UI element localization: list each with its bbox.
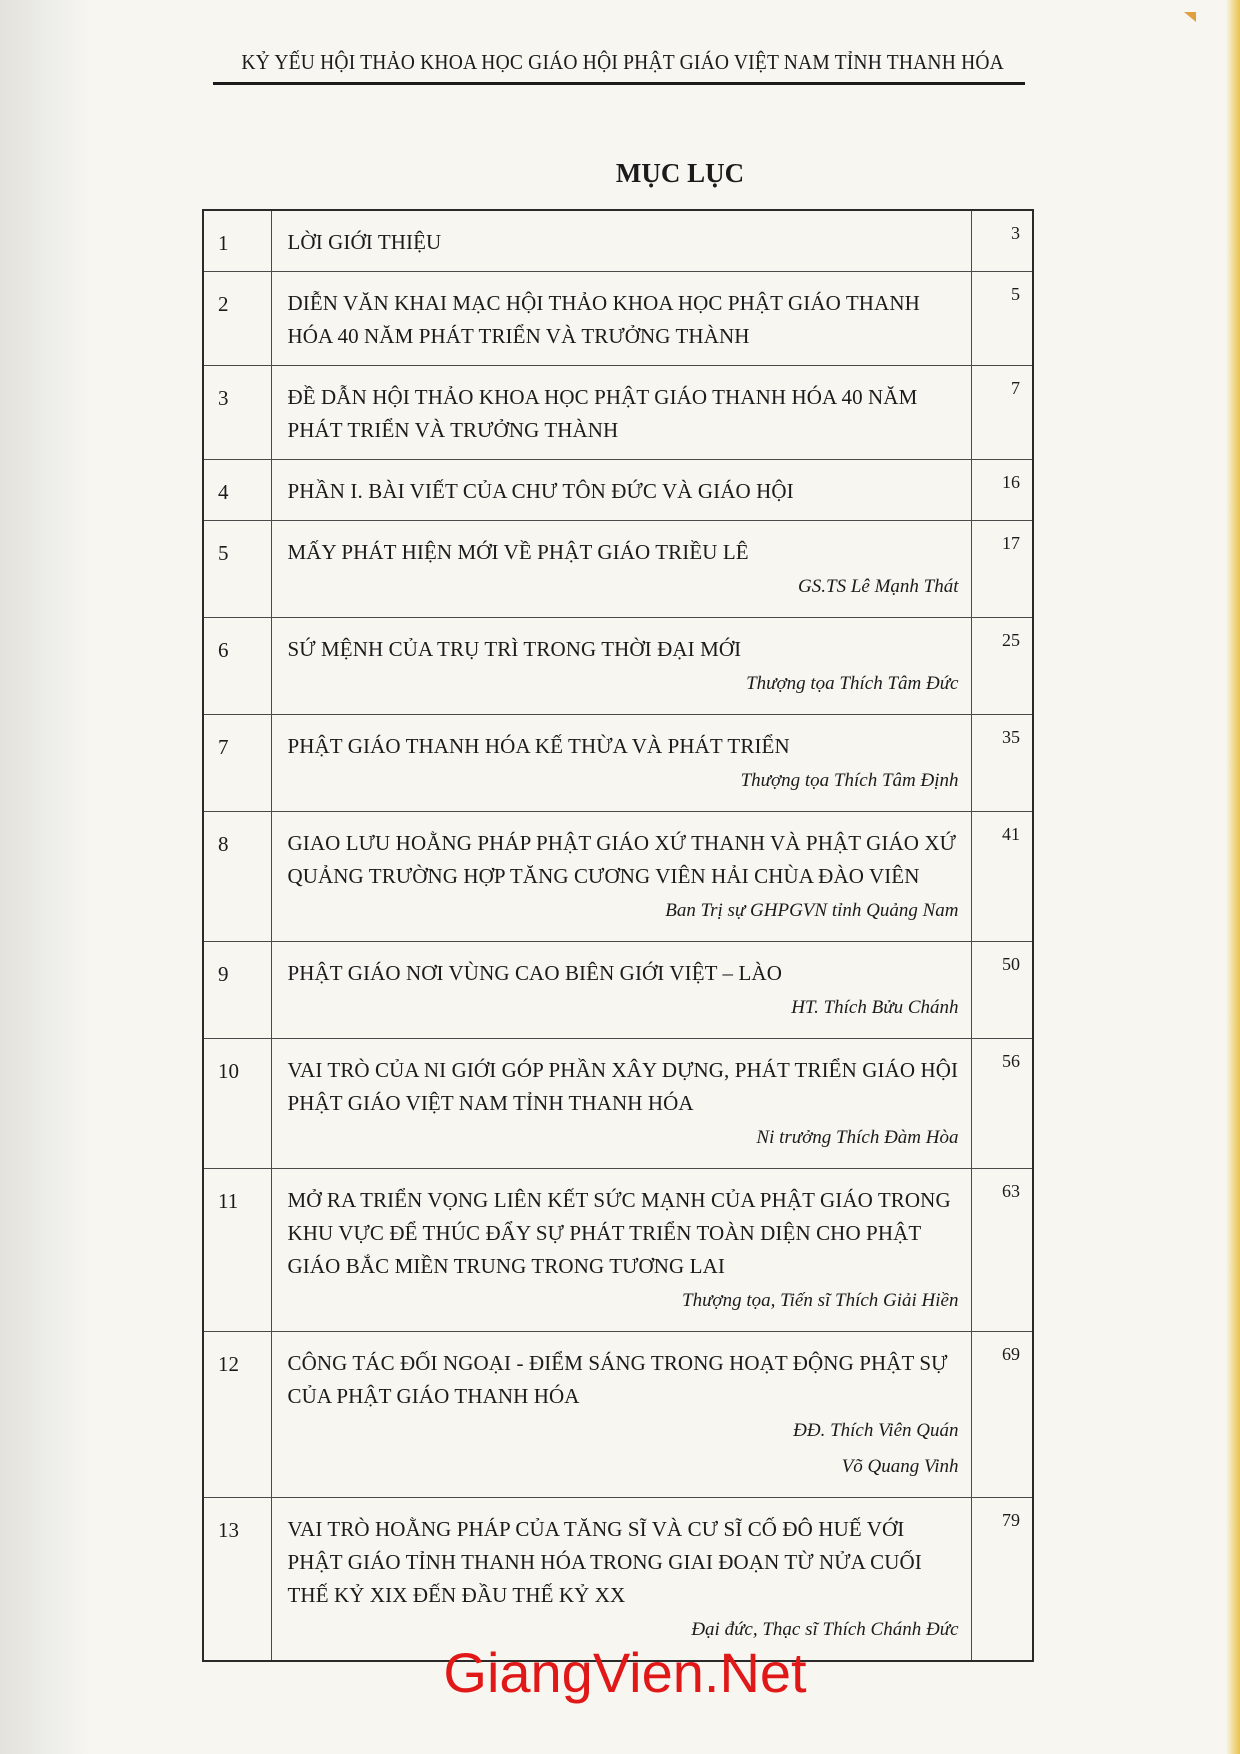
entry-title: LỜI GIỚI THIỆU — [287, 230, 442, 254]
scan-shadow — [0, 0, 90, 1754]
entry-number: 11 — [203, 1169, 271, 1332]
entry-title-cell — [271, 272, 971, 366]
entry-page-number: 63 — [971, 1169, 1033, 1332]
entry-number: 6 — [203, 618, 271, 715]
entry-page-number: 56 — [971, 1039, 1033, 1169]
page-edge — [1226, 0, 1240, 1754]
entry-number: 10 — [203, 1039, 271, 1169]
toc-row — [203, 812, 1033, 942]
toc-row — [203, 715, 1033, 812]
entry-number: 9 — [203, 942, 271, 1039]
corner-mark-icon — [1184, 12, 1196, 22]
entry-page-number: 69 — [971, 1332, 1033, 1498]
entry-author: ĐĐ. Thích Viên Quán — [793, 1420, 959, 1441]
watermark: GiangVien.Net — [443, 1641, 807, 1704]
entry-title-cell — [271, 1039, 971, 1169]
toc-row — [203, 210, 1033, 272]
entry-title: DIỄN VĂN KHAI MẠC HỘI THẢO KHOA HỌC PHẬT GIÁO THANH HÓA 40 NĂM PHÁT TRIỂN VÀ TRƯỞNG THÀNH — [287, 291, 920, 348]
entry-title: SỨ MỆNH CỦA TRỤ TRÌ TRONG THỜI ĐẠI MỚI — [287, 637, 742, 661]
toc-row — [203, 1332, 1033, 1498]
toc-table — [202, 209, 1034, 1662]
toc-row — [203, 942, 1033, 1039]
entry-title: MẤY PHÁT HIỆN MỚI VỀ PHẬT GIÁO TRIỀU LÊ — [287, 540, 749, 564]
running-header: KỶ YẾU HỘI THẢO KHOA HỌC GIÁO HỘI PHẬT GIÁO VIỆT NAM TỈNH THANH HÓA — [241, 50, 1004, 74]
entry-number: 8 — [203, 812, 271, 942]
toc-row — [203, 460, 1033, 521]
toc-row — [203, 1039, 1033, 1169]
entry-page-number: 35 — [971, 715, 1033, 812]
entry-title-cell — [271, 812, 971, 942]
entry-page-number: 25 — [971, 618, 1033, 715]
entry-number: 4 — [203, 460, 271, 521]
entry-title-cell — [271, 460, 971, 521]
entry-author: HT. Thích Bửu Chánh — [791, 997, 959, 1018]
entry-title: PHẦN I. BÀI VIẾT CỦA CHƯ TÔN ĐỨC VÀ GIÁO HỘI — [287, 479, 794, 503]
entry-title-cell — [271, 715, 971, 812]
entry-page-number: 16 — [971, 460, 1033, 521]
toc-row — [203, 272, 1033, 366]
entry-number: 7 — [203, 715, 271, 812]
entry-author: Thượng tọa Thích Tâm Định — [740, 770, 959, 791]
entry-page-number: 50 — [971, 942, 1033, 1039]
entry-title-cell — [271, 366, 971, 460]
toc-row — [203, 366, 1033, 460]
entry-author: Ban Trị sự GHPGVN tỉnh Quảng Nam — [665, 900, 959, 921]
entry-title: VAI TRÒ HOẰNG PHÁP CỦA TĂNG SĨ VÀ CƯ SĨ CỐ ĐÔ HUẾ VỚI PHẬT GIÁO TỈNH THANH HÓA TRONG GIAI ĐOẠN TỪ NỬA CUỐI THẾ KỶ XIX ĐẾN ĐẦU THẾ KỶ XX — [287, 1517, 922, 1607]
entry-author: Thượng tọa Thích Tâm Đức — [746, 673, 959, 694]
entry-page-number: 41 — [971, 812, 1033, 942]
header-rule — [213, 82, 1025, 85]
entry-author: GS.TS Lê Mạnh Thát — [798, 576, 959, 597]
entry-title: GIAO LƯU HOẰNG PHÁP PHẬT GIÁO XỨ THANH VÀ PHẬT GIÁO XỨ QUẢNG TRƯỜNG HỢP TĂNG CƯƠNG VIÊN HẢI CHÙA ĐÀO VIÊN — [287, 831, 957, 888]
entry-title-cell — [271, 942, 971, 1039]
entry-title: VAI TRÒ CỦA NI GIỚI GÓP PHẦN XÂY DỰNG, PHÁT TRIỂN GIÁO HỘI PHẬT GIÁO VIỆT NAM TỈNH THANH HÓA — [287, 1058, 959, 1115]
entry-number: 13 — [203, 1498, 271, 1662]
entry-title-cell — [271, 521, 971, 618]
entry-title-cell — [271, 618, 971, 715]
entry-page-number: 17 — [971, 521, 1033, 618]
entry-author: Ni trưởng Thích Đàm Hòa — [756, 1127, 959, 1148]
toc-row — [203, 618, 1033, 715]
toc-row — [203, 521, 1033, 618]
entry-author: Đại đức, Thạc sĩ Thích Chánh Đức — [691, 1619, 959, 1640]
entry-page-number: 3 — [971, 210, 1033, 272]
entry-page-number: 79 — [971, 1498, 1033, 1662]
toc-row — [203, 1498, 1033, 1662]
entry-title: PHẬT GIÁO NƠI VÙNG CAO BIÊN GIỚI VIỆT – LÀO — [287, 961, 782, 985]
entry-title-cell — [271, 1498, 971, 1662]
entry-title-cell — [271, 210, 971, 272]
entry-number: 3 — [203, 366, 271, 460]
entry-page-number: 5 — [971, 272, 1033, 366]
entry-title: MỞ RA TRIỂN VỌNG LIÊN KẾT SỨC MẠNH CỦA PHẬT GIÁO TRONG KHU VỰC ĐỂ THÚC ĐẨY SỰ PHÁT TRIỂN TOÀN DIỆN CHO PHẬT GIÁO BẮC MIỀN TRUNG TRONG TƯƠNG LAI — [287, 1188, 951, 1278]
entry-title: CÔNG TÁC ĐỐI NGOẠI - ĐIỂM SÁNG TRONG HOẠT ĐỘNG PHẬT SỰ CỦA PHẬT GIÁO THANH HÓA — [287, 1351, 948, 1408]
entry-title: PHẬT GIÁO THANH HÓA KẾ THỪA VÀ PHÁT TRIỂN — [287, 734, 790, 758]
entry-number: 5 — [203, 521, 271, 618]
entry-title-cell — [271, 1169, 971, 1332]
entry-page-number: 7 — [971, 366, 1033, 460]
entry-number: 1 — [203, 210, 271, 272]
entry-author: Thượng tọa, Tiến sĩ Thích Giải Hiền — [682, 1290, 959, 1311]
entry-title-cell — [271, 1332, 971, 1498]
entry-title: ĐỀ DẪN HỘI THẢO KHOA HỌC PHẬT GIÁO THANH HÓA 40 NĂM PHÁT TRIỂN VÀ TRƯỞNG THÀNH — [287, 385, 918, 442]
toc-row — [203, 1169, 1033, 1332]
entry-number: 2 — [203, 272, 271, 366]
page-title: MỤC LỤC — [615, 158, 745, 188]
entry-number: 12 — [203, 1332, 271, 1498]
entry-author: Võ Quang Vinh — [841, 1456, 959, 1477]
